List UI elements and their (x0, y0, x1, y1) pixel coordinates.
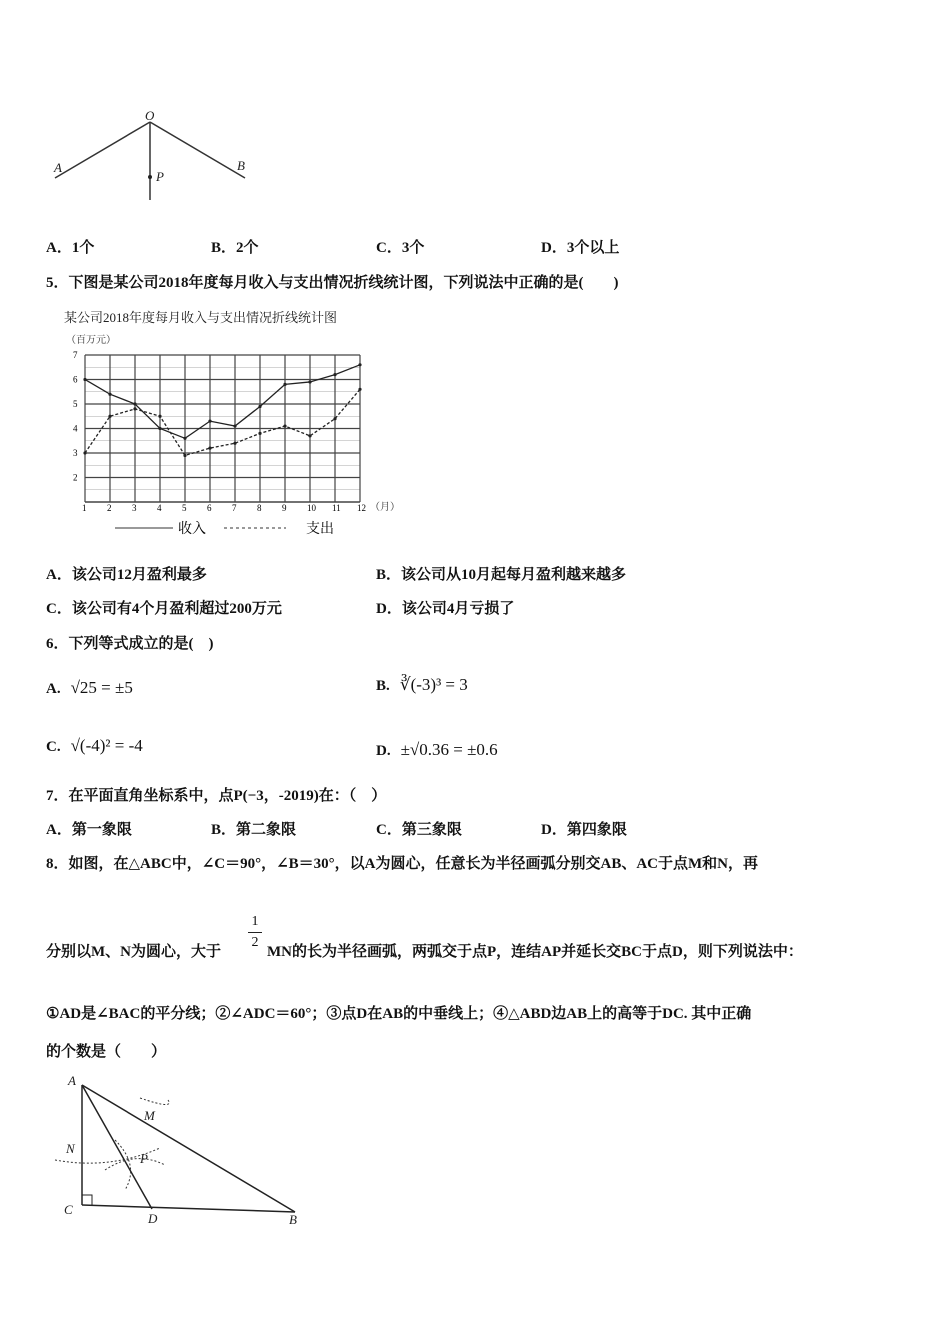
legend-income: 收入 (178, 522, 206, 537)
x-tick-label: 12 (357, 503, 366, 513)
x-tick-label: 3 (132, 503, 137, 513)
y-tick-label: 4 (73, 423, 78, 434)
x-tick-label: 10 (307, 503, 316, 513)
fig-label-D: D (148, 1211, 158, 1226)
legend-expense: 支出 (306, 522, 334, 537)
x-tick-label: 6 (207, 503, 212, 513)
q8-line2b: MN的长为半径画弧，两弧交于点P，连结AP并延长交BC于点D，则下列说法中： (267, 944, 803, 960)
q5-option-a: A．该公司12月盈利最多 (46, 567, 207, 583)
q5-stem: 5．下图是某公司2018年度每月收入与支出情况折线统计图，下列说法中正确的是( ) (46, 275, 619, 291)
x-tick-label: 4 (157, 503, 162, 513)
y-tick-label: 2 (73, 472, 78, 483)
x-tick-label: 11 (332, 503, 341, 513)
q8-line2a: 分别以M、N为圆心，大于 (46, 944, 221, 960)
fig-label-N: N (66, 1141, 75, 1156)
x-tick-label: 1 (82, 503, 87, 513)
label-O: O (145, 108, 155, 123)
fraction-half: 1 2 (248, 912, 262, 953)
label-P: P (156, 169, 164, 184)
q7-stem: 7．在平面直角坐标系中，点P(−3，-2019)在：（ ） (46, 788, 387, 804)
q6-option-d: D. ±√0.36 = ±0.6 (376, 740, 498, 759)
x-tick-label: 7 (232, 503, 237, 513)
chart-title: 某公司2018年度每月收入与支出情况折线统计图 (64, 310, 338, 325)
fig-label-P: P (140, 1151, 148, 1166)
q5-option-d: D．该公司4月亏损了 (376, 601, 515, 617)
chart-xlabel: （月） (370, 502, 400, 513)
label-A: A (54, 160, 62, 175)
q8-line1: 8．如图，在△ABC中，∠C＝90°，∠B＝30°，以A为圆心，任意长为半径画弧分别交AB、AC于点M和N，再 (46, 856, 759, 872)
fig-label-M: M (144, 1108, 155, 1123)
q6-option-b: B. ∛(-3)³ = 3 (376, 675, 468, 694)
q7-option-c: C．第三象限 (376, 822, 462, 838)
q5-option-c: C．该公司有4个月盈利超过200万元 (46, 601, 282, 617)
q6-option-c: C. √(-4)² = -4 (46, 736, 143, 755)
label-B: B (237, 158, 245, 173)
q6-option-a: A. √25 = ±5 (46, 678, 133, 697)
y-tick-label: 7 (73, 350, 78, 360)
q4-option-d: D．3个以上 (541, 240, 620, 256)
q7-option-d: D．第四象限 (541, 822, 627, 838)
x-tick-label: 9 (282, 503, 287, 513)
chart-ylabel: （百万元） (66, 335, 116, 346)
q4-option-b: B．2个 (211, 240, 259, 256)
fig-label-A: A (68, 1073, 76, 1088)
fig-label-B: B (289, 1212, 297, 1227)
y-tick-label: 3 (73, 448, 78, 458)
q7-option-b: B．第二象限 (211, 822, 297, 838)
y-tick-label: 6 (73, 374, 78, 385)
q7-option-a: A．第一象限 (46, 822, 132, 838)
q4-option-a: A．1个 (46, 240, 95, 256)
x-tick-label: 8 (257, 503, 262, 513)
q8-line3: ①AD是∠BAC的平分线；②∠ADC＝60°；③点D在AB的中垂线上；④△ABD边AB上的高等于DC. 其中正确 (46, 1006, 752, 1022)
q5-option-b: B．该公司从10月起每月盈利越来越多 (376, 567, 627, 583)
q6-stem: 6．下列等式成立的是( ) (46, 636, 214, 652)
q4-option-c: C．3个 (376, 240, 425, 256)
fig-label-C: C (64, 1202, 73, 1217)
y-tick-label: 5 (73, 399, 78, 409)
q8-line4: 的个数是（ ） (46, 1044, 167, 1060)
x-tick-label: 2 (107, 503, 112, 513)
x-tick-label: 5 (182, 503, 187, 513)
